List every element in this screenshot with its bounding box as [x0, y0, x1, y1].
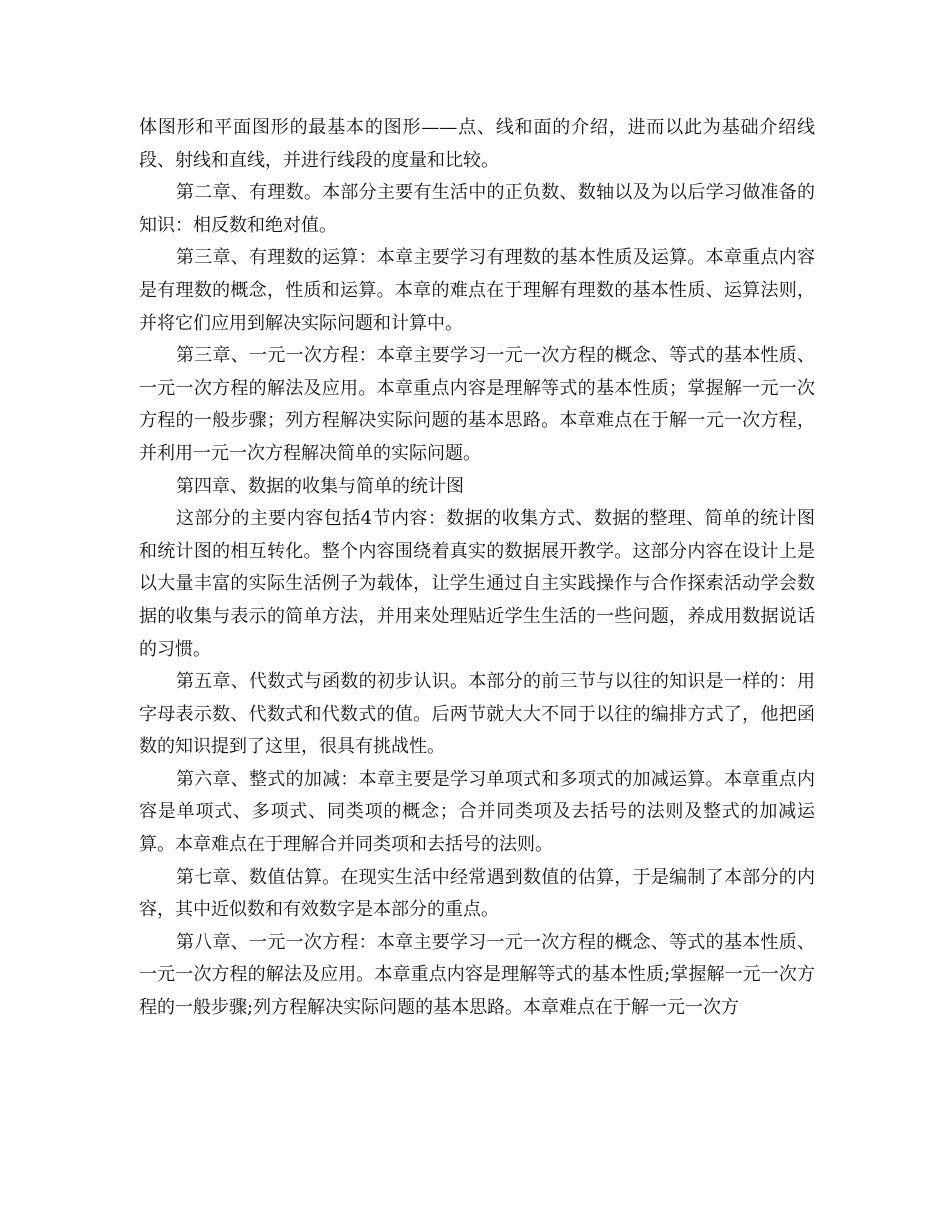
- paragraph-chapter-5: 第五章、代数式与函数的初步认识。本部分的前三节与以往的知识是一样的：用字母表示数、代数式和代数式的值。后两节就大大不同于以往的编排方式了，他把函数的知识提到了这里，很具有挑战性。: [139, 671, 815, 758]
- document-body: [139, 112, 815, 1025]
- paragraph-chapter-2: 第二章、有理数。本部分主要有生活中的正负数、数轴以及为以后学习做准备的知识：相反数和绝对值。: [139, 182, 815, 236]
- paragraph-intro-continuation: 体图形和平面图形的最基本的图形——点、线和面的介绍，进而以此为基础介绍线段、射线和直线，并进行线段的度量和比较。: [139, 117, 815, 171]
- paragraph-chapter-6: 第六章、整式的加减：本章主要是学习单项式和多项式的加减运算。本章重点内容是单项式、多项式、同类项的概念；合并同类项及去括号的法则及整式的加减运算。本章难点在于理解合并同类项和去括号的法则。: [139, 768, 815, 856]
- paragraph-chapter-7: 第七章、数值估算。在现实生活中经常遇到数值的估算，于是编制了本部分的内容，其中近似数和有效数字是本部分的重点。: [139, 866, 815, 921]
- heading-chapter-4: 第四章、数据的收集与简单的统计图: [176, 475, 464, 497]
- paragraph-chapter-4-body: 这部分的主要内容包括4节内容：数据的收集方式、数据的整理、简单的统计图和统计图的相互转化。整个内容围绕着真实的数据展开教学。这部分内容在设计上是以大量丰富的实际生活例子为载体，让学生通过自主实践操作与合作探索活动学会数据的收集与表示的简单方法，并用来处理贴近学生生活的一些问题，养成用数据说话的习惯。: [139, 508, 815, 660]
- paragraph-chapter-3-equations: 第三章、一元一次方程：本章主要学习一元一次方程的概念、等式的基本性质、一元一次方程的解法及应用。本章重点内容是理解等式的基本性质；掌握解一元一次方程的一般步骤；列方程解决实际问题的基本思路。本章难点在于解一元一次方程，并利用一元一次方程解决简单的实际问题。: [139, 345, 815, 464]
- paragraph-chapter-3-operations: 第三章、有理数的运算：本章主要学习有理数的基本性质及运算。本章重点内容是有理数的概念，性质和运算。本章的难点在于理解有理数的基本性质、运算法则，并将它们应用到解决实际问题和计算中。: [139, 247, 815, 334]
- paragraph-chapter-8: 第八章、一元一次方程：本章主要学习一元一次方程的概念、等式的基本性质、一元一次方程的解法及应用。本章重点内容是理解等式的基本性质;掌握解一元一次方程的一般步骤;列方程解决实际问题的基本思路。本章难点在于解一元一次方: [139, 931, 815, 1019]
